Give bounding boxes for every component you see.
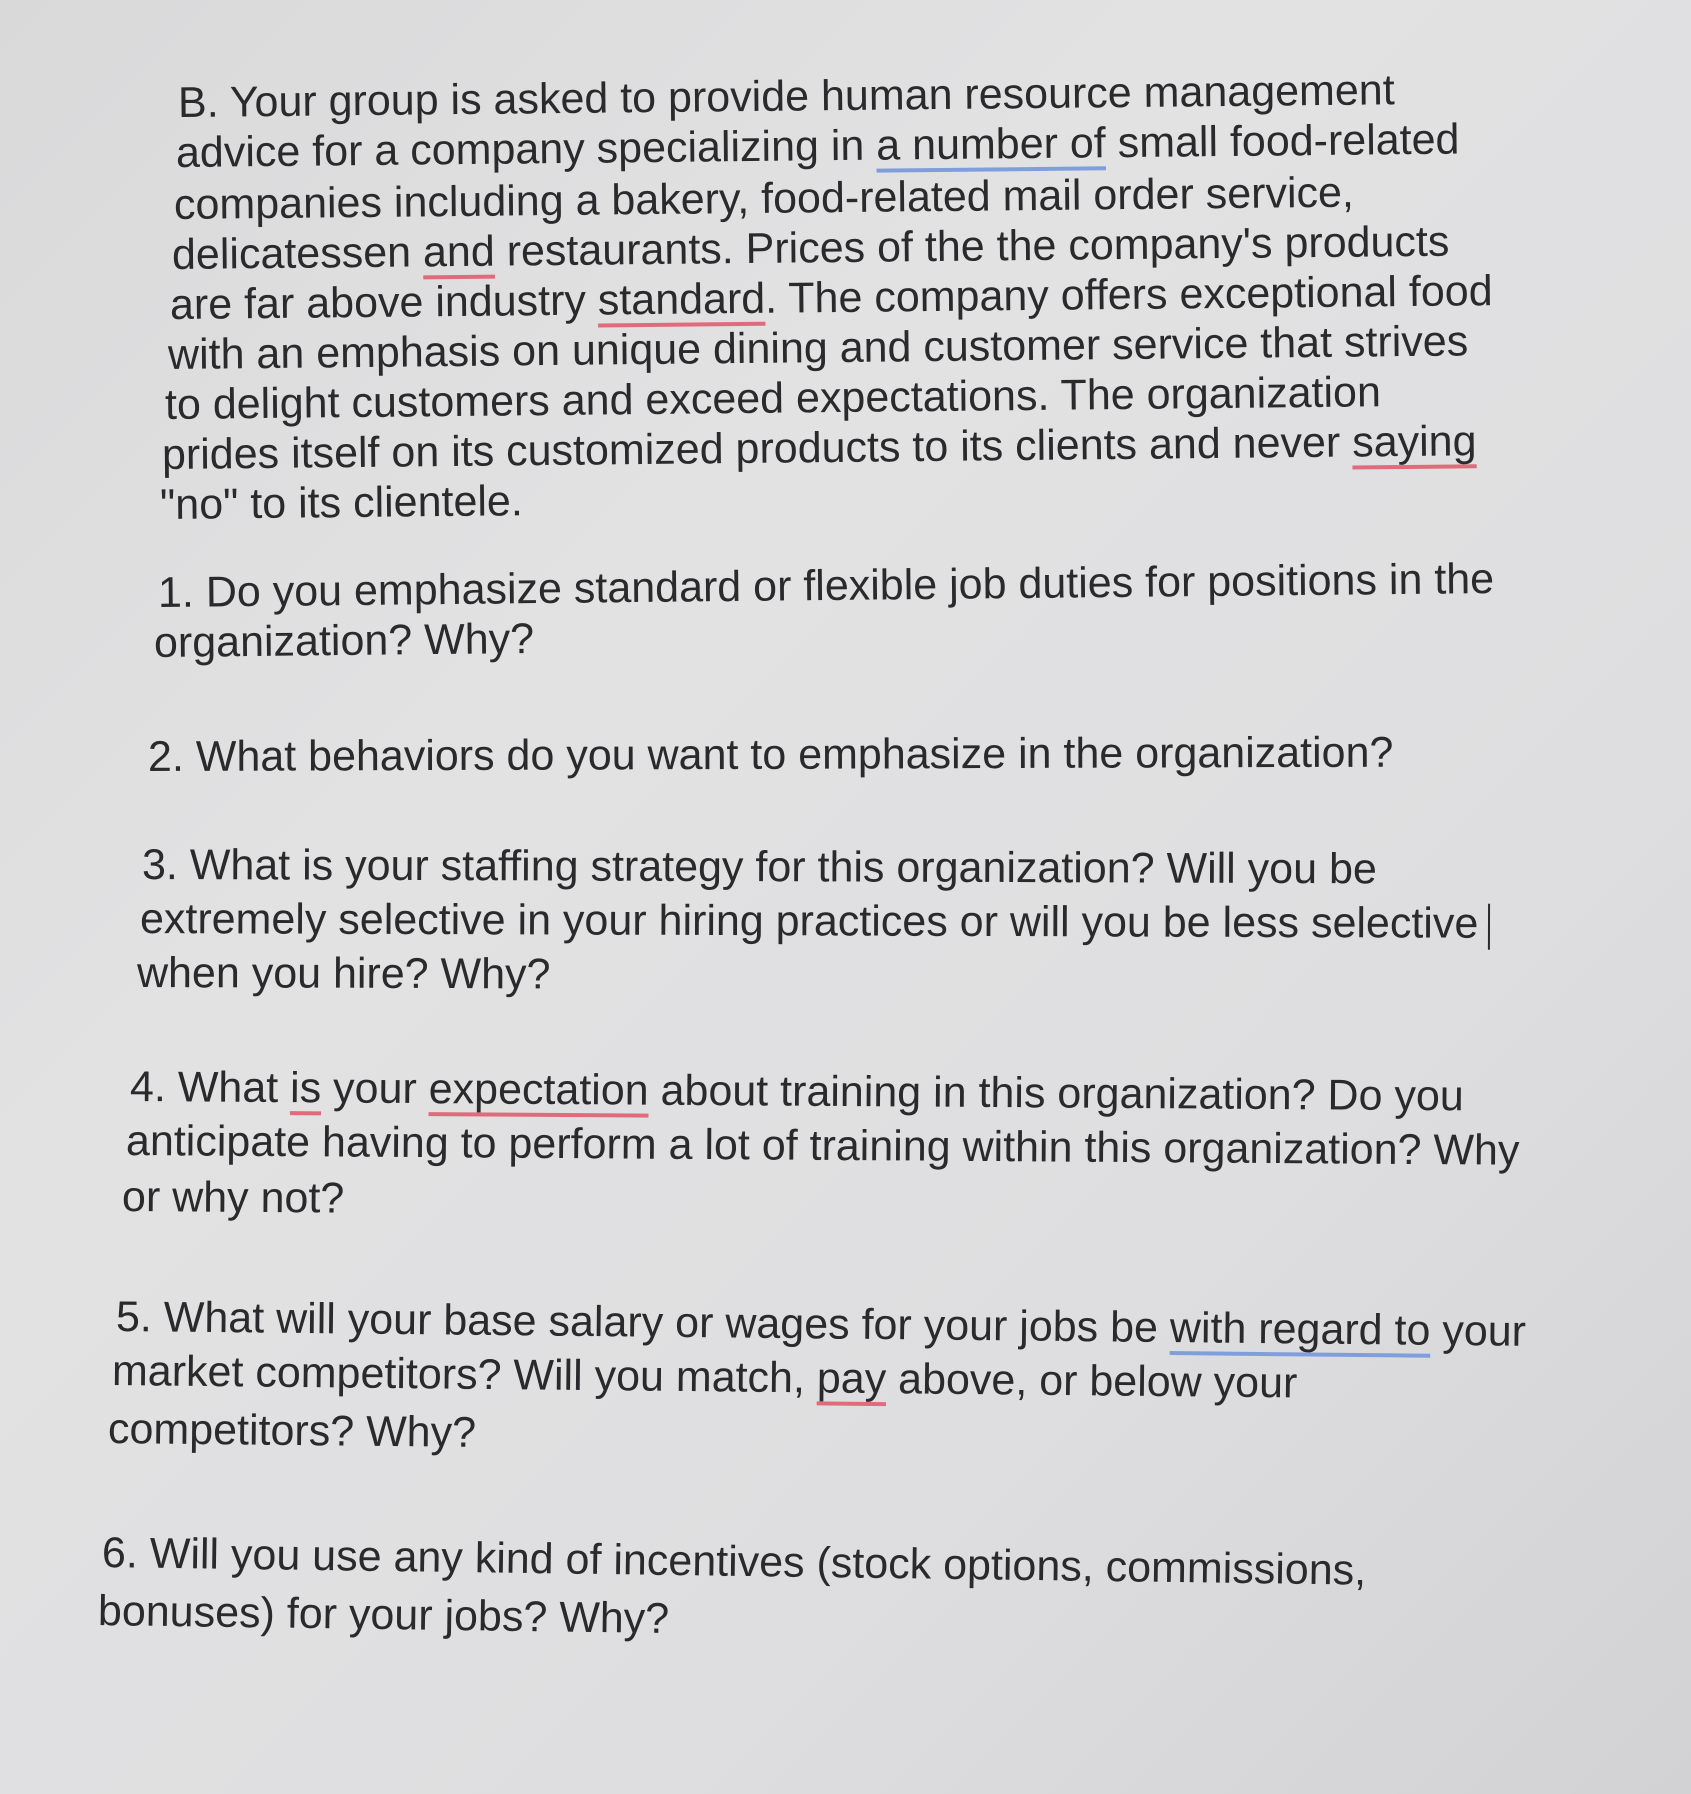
question-line: or why not?	[121, 1173, 345, 1223]
spelling-flag[interactable]: standard	[597, 274, 766, 325]
question-line: market competitors? Will you match, pay above, or below your	[111, 1347, 1298, 1408]
intro-line: are far above industry standard. The company offers exceptional food	[169, 267, 1493, 329]
question-line: 5. What will your base salary or wages for your jobs be with regard to your	[115, 1293, 1527, 1356]
intro-line: prides itself on its customized products to its clients and never saying	[161, 417, 1477, 479]
intro-line: advice for a company specializing in a number of small food-related	[175, 115, 1460, 177]
question-line: organization? Why?	[153, 615, 535, 667]
question-line: 1. Do you emphasize standard or flexible job duties for positions in the	[157, 555, 1495, 617]
question-line: 2. What behaviors do you want to emphasize in the organization?	[147, 728, 1394, 781]
question-line: 6. Will you use any kind of incentives (stock options, commissions,	[101, 1529, 1367, 1595]
text-cursor	[1488, 903, 1490, 949]
question-line: competitors? Why?	[107, 1405, 477, 1457]
intro-line: delicatessen and restaurants. Prices of the the company's products	[171, 217, 1450, 279]
intro-line: companies including a bakery, food-related mail order service,	[173, 168, 1355, 229]
question-line: 4. What is your expectation about training in this organization? Do you	[129, 1063, 1464, 1121]
grammar-suggestion[interactable]: with regard to	[1169, 1304, 1431, 1355]
spelling-flag[interactable]: pay	[816, 1354, 887, 1404]
intro-line: with an emphasis on unique dining and customer service that strives	[167, 317, 1469, 379]
spelling-flag[interactable]: is	[289, 1064, 322, 1113]
question-line: when you hire? Why?	[136, 949, 551, 999]
grammar-suggestion[interactable]: a number of	[876, 119, 1106, 170]
question-line: bonuses) for your jobs? Why?	[97, 1587, 670, 1643]
intro-line: to delight customers and exceed expectations. The organization	[164, 368, 1382, 429]
spelling-flag[interactable]: saying	[1351, 417, 1477, 467]
spelling-flag[interactable]: expectation	[428, 1065, 649, 1115]
question-line: 3. What is your staffing strategy for this organization? Will you be	[141, 841, 1377, 894]
question-line: extremely selective in your hiring practices or will you be less selective	[140, 894, 1490, 949]
intro-line: B. Your group is asked to provide human resource management	[177, 66, 1395, 127]
intro-line: "no" to its clientele.	[159, 477, 524, 529]
spelling-flag[interactable]: and	[422, 227, 495, 277]
question-line: anticipate having to perform a lot of training within this organization? Why	[125, 1117, 1520, 1175]
